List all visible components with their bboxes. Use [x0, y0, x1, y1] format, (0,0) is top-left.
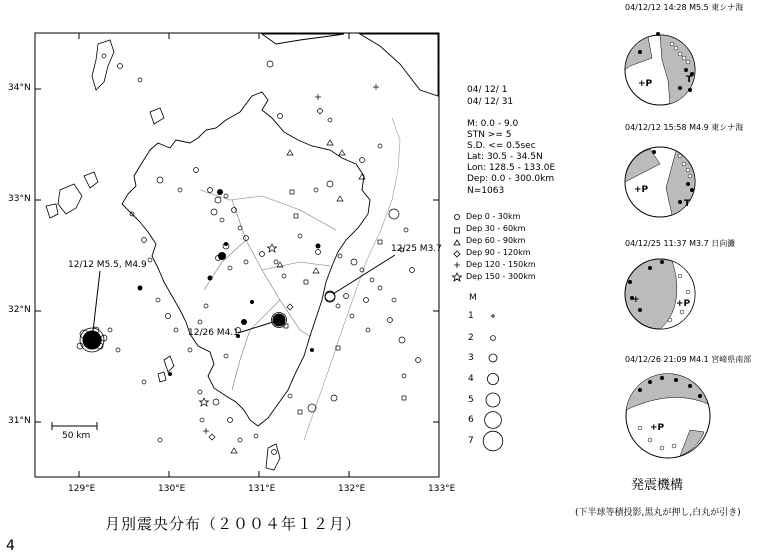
mag-legend-label: 5 [468, 395, 474, 405]
mechanism-caption: 04/12/12 14:28 M5.5 東シナ海 [625, 3, 744, 12]
svg-text:+P: +P [676, 299, 691, 309]
mechanism-title: 発震機構 [631, 478, 684, 493]
svg-text:T: T [684, 199, 691, 209]
mechanism-caption: 04/12/26 21:09 M4.1 宮崎県南部 [625, 355, 752, 364]
lat-label-32: 32°N [8, 305, 31, 315]
lon-label-131: 131°E [248, 484, 276, 494]
svg-text:T: T [686, 75, 693, 85]
mag-legend-label: 4 [468, 374, 474, 384]
lat-label-31: 31°N [8, 416, 31, 426]
lat-label-33: 33°N [8, 194, 31, 204]
mechanism-note: (下半球等積投影,黒丸が押し,白丸が引き) [575, 508, 741, 518]
mag-legend-label: 1 [468, 311, 474, 321]
mag-legend-title: M [469, 293, 477, 303]
mag-legend-label: 6 [468, 415, 474, 425]
mechanism-1 [625, 32, 695, 105]
param-line: N=1063 [467, 186, 505, 196]
mag-legend-label: 3 [468, 353, 474, 363]
lon-label-132: 132°E [338, 484, 366, 494]
event-12-26 [273, 314, 285, 326]
svg-text:+: + [632, 295, 640, 305]
param-line: S.D. <= 0.5sec [467, 141, 536, 151]
page-number: 4 [6, 538, 15, 554]
callout-12-26: 12/26 M4.1 [188, 328, 239, 338]
scale-label: 50 km [62, 431, 91, 441]
lon-label-130: 130°E [158, 484, 186, 494]
callout-12-12: 12/12 M5.5, M4.9 [68, 260, 147, 270]
lat-label-34: 34°N [8, 83, 31, 93]
param-line: Dep: 0.0 - 300.0km [467, 174, 555, 184]
magnitude-legend-symbols [483, 315, 503, 451]
depth-legend-label: Dep 0 - 30km [466, 212, 521, 221]
mechanism-3 [625, 259, 695, 329]
param-line: M: 0.0 - 9.0 [467, 119, 519, 129]
mechanism-2 [625, 147, 695, 217]
depth-legend-label: Dep 90 - 120km [466, 248, 531, 257]
depth-legend-label: Dep 150 - 300km [466, 272, 536, 281]
param-date-end: 04/ 12/ 31 [467, 97, 514, 107]
svg-text:+P: +P [634, 185, 649, 195]
mag-legend-label: 2 [468, 333, 474, 343]
page-title: 月別震央分布（２００４年１２月） [105, 515, 362, 533]
callout-12-25: 12/25 M3.7 [391, 244, 442, 254]
param-line: Lon: 128.5 - 133.0E [467, 163, 556, 173]
param-date-start: 04/ 12/ 1 [467, 85, 508, 95]
depth-legend-label: Dep 120 - 150km [466, 260, 536, 269]
param-line: STN >= 5 [467, 130, 512, 140]
lon-label-133: 133°E [428, 484, 456, 494]
depth-legend-label: Dep 30 - 60km [466, 224, 526, 233]
svg-text:+P: +P [638, 79, 653, 89]
depth-legend-label: Dep 60 - 90km [466, 236, 526, 245]
lon-label-129: 129°E [68, 484, 96, 494]
depth-legend-symbols [453, 214, 462, 281]
mechanism-caption: 04/12/12 15:58 M4.9 東シナ海 [625, 123, 744, 132]
svg-text:+P: +P [650, 423, 665, 433]
param-line: Lat: 30.5 - 34.5N [467, 152, 543, 162]
mechanism-caption: 04/12/25 11:37 M3.7 日向灘 [625, 239, 736, 248]
mechanism-4 [626, 374, 710, 458]
mag-legend-label: 7 [468, 436, 474, 446]
